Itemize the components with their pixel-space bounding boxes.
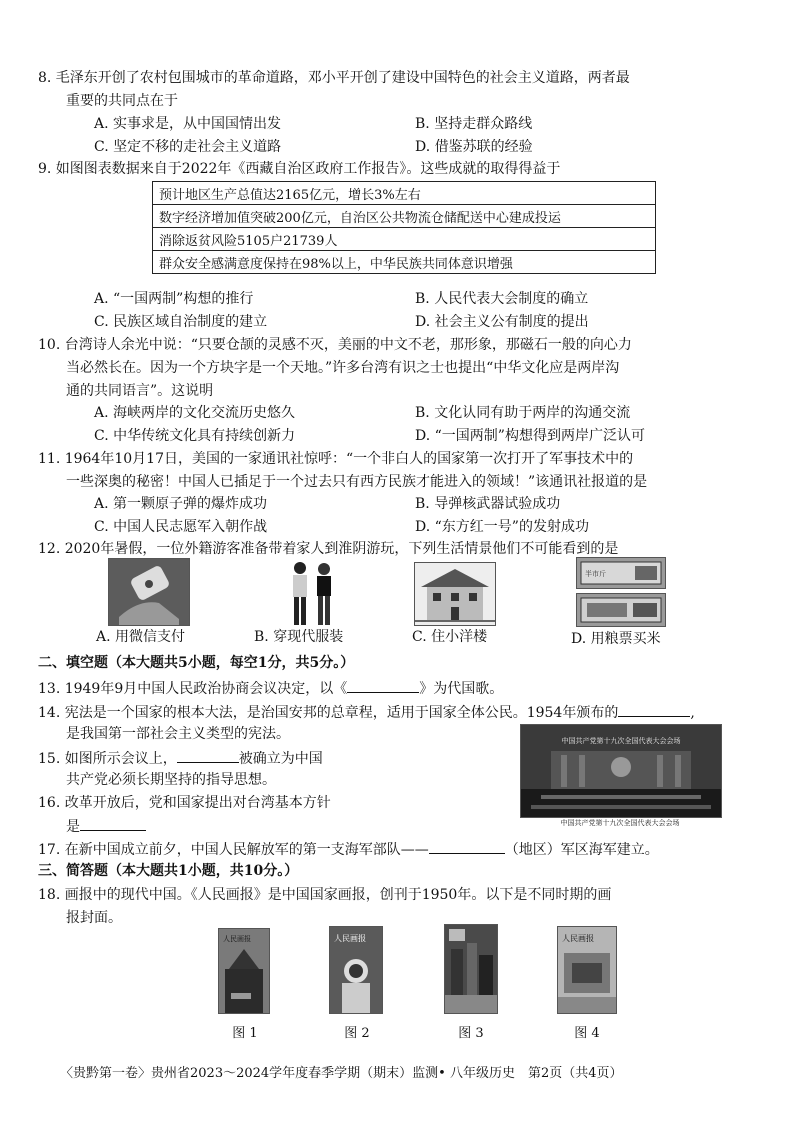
q15-text-b: 被确立为中国	[238, 751, 323, 767]
section-short-answer-title: 三、简答题（本大题共1小题，共10分。）	[38, 863, 299, 879]
q8-option-b: B. 坚持走群众路线	[415, 116, 533, 132]
q17-text-after: （地区）军区海军建立。	[504, 842, 659, 858]
magazine-cover-3	[444, 924, 498, 1014]
magazine-cover-1	[218, 928, 270, 1014]
q10-option-b: B. 文化认同有助于两岸的沟通交流	[415, 405, 631, 421]
q12-option-a: A. 用微信支付	[96, 629, 186, 645]
q12-option-d: D. 用粮票买米	[571, 631, 661, 647]
q8-stem-line1: 8. 毛泽东开创了农村包围城市的革命道路，邓小平开创了建设中国特色的社会主义道路，两者最	[38, 70, 630, 86]
villa-photo	[414, 562, 496, 626]
q12-option-c: C. 住小洋楼	[412, 629, 488, 645]
cover-masthead: 人民画报	[334, 934, 366, 943]
q14-line1: 14. 宪法是一个国家的根本大法，是治国安邦的总章程，适用于国家全体公民。1954年颁布的 ,	[38, 700, 695, 724]
q18-stem-line1: 18. 画报中的现代中国。《人民画报》是中国国家画报，创刊于1950年。以下是不同时期的画	[38, 887, 612, 903]
q11-option-a: A. 第一颗原子弹的爆炸成功	[94, 496, 268, 512]
q11-option-c: C. 中国人民志愿军入朝作战	[94, 519, 268, 535]
page-footer: 〈贵黔第一卷〉贵州省2023～2024学年度春季学期（期末）监测• 八年级历史 第2页（共4页）	[60, 1066, 623, 1081]
q10-option-a: A. 海峡两岸的文化交流历史悠久	[94, 405, 296, 421]
q17	[38, 837, 659, 861]
ration-ticket-label: 半市斤	[585, 570, 606, 578]
section-fill-in-title: 二、填空题（本大题共5小题，每空1分，共5分。）	[38, 655, 355, 671]
q14-answer-blank[interactable]	[618, 700, 690, 717]
q16-text: 是	[66, 819, 80, 835]
wechat-pay-photo	[108, 558, 190, 626]
q11-option-b: B. 导弹核武器试验成功	[415, 496, 561, 512]
q11-stem-line2: 一些深奥的秘密！中国人已插足于一个过去只有西方民族才能进入的领域！”该通讯社报道的是	[66, 474, 648, 490]
q8-option-c: C. 坚定不移的走社会主义道路	[94, 139, 282, 155]
magazine-cover-4	[557, 926, 617, 1014]
q9-data-table	[152, 181, 656, 274]
ration-ticket-photo-2	[576, 593, 666, 627]
q14-line2: 是我国第一部社会主义类型的宪法。	[66, 726, 290, 742]
q15-line2: 共产党必须长期坚持的指导思想。	[66, 772, 276, 788]
figure-caption-2: 图 2	[344, 1026, 370, 1041]
q15-answer-blank[interactable]	[177, 746, 239, 763]
q16-answer-blank[interactable]	[80, 814, 146, 831]
q8-option-d: D. 借鉴苏联的经验	[415, 139, 533, 155]
q16-line1: 16. 改革开放后，党和国家提出对台湾基本方针	[38, 795, 331, 811]
q10-option-c: C. 中华传统文化具有持续创新力	[94, 428, 296, 444]
q13-text-before: 13. 1949年9月中国人民政治协商会议决定，以《	[38, 681, 348, 697]
congress-banner-text: 中国共产党第十九次全国代表大会会场	[561, 737, 681, 745]
q16-line2	[66, 814, 146, 838]
q11-stem-line1: 11. 1964年10月17日，美国的一家通讯社惊呼：“一个非白人的国家第一次打开了军事技术中的	[38, 451, 634, 467]
q17-answer-blank[interactable]	[429, 837, 505, 854]
q8-stem-line2: 重要的共同点在于	[66, 93, 178, 109]
congress-photo-caption: 中国共产党第十九次全国代表大会会场	[560, 819, 680, 827]
q9-option-b: B. 人民代表大会制度的确立	[415, 291, 589, 307]
ration-ticket-photo-1	[576, 557, 666, 589]
q13-answer-blank[interactable]	[347, 676, 419, 693]
q15-line1	[38, 746, 323, 770]
q10-stem-line2: 当必然长在。因为一个方块字是一个天地。”许多台湾有识之士也提出“中华文化应是两岸沟	[66, 360, 620, 376]
figure-caption-1: 图 1	[232, 1026, 258, 1041]
q9-option-d: D. 社会主义公有制度的提出	[415, 314, 589, 330]
q12-stem: 12. 2020年暑假，一位外籍游客准备带着家人到淮阴游玩，下列生活情景他们不可能看到的是	[38, 541, 619, 557]
q10-option-d: D. “一国两制”构想得到两岸广泛认可	[415, 428, 645, 444]
magazine-cover-2	[329, 926, 383, 1014]
figure-caption-4: 图 4	[574, 1026, 600, 1041]
congress-hall-photo	[520, 724, 722, 818]
q14-text: 14. 宪法是一个国家的根本大法，是治国安邦的总章程，适用于国家全体公民。1954年颁布的	[38, 705, 619, 721]
q15-text-a: 15. 如图所示会议上，	[38, 751, 177, 767]
q9-table-row: 数字经济增加值突破200亿元，自治区公共物流仓储配送中心建成投运	[153, 205, 656, 228]
q13-text-after: 》为代国歌。	[419, 681, 504, 697]
q9-option-c: C. 民族区域自治制度的建立	[94, 314, 268, 330]
q13	[38, 676, 503, 700]
q9-stem: 9. 如图图表数据来自于2022年《西藏自治区政府工作报告》。这些成就的取得得益于	[38, 161, 561, 177]
q18-stem-line2: 报封面。	[66, 910, 122, 926]
q17-text-before: 17. 在新中国成立前夕，中国人民解放军的第一支海军部队——	[38, 842, 429, 858]
q9-table-row: 消除返贫风险5105户21739人	[153, 228, 656, 251]
q8-option-a: A. 实事求是，从中国国情出发	[94, 116, 282, 132]
q10-stem-line1: 10. 台湾诗人余光中说：“只要仓颉的灵感不灭，美丽的中文不老，那形象，那磁石一般的向心力	[38, 337, 632, 353]
q9-option-a: A. “一国两制”构想的推行	[94, 291, 254, 307]
cover-masthead: 人民画报	[562, 934, 594, 943]
q10-stem-line3: 通的共同语言”。这说明	[66, 383, 214, 399]
q11-option-d: D. “东方红一号”的发射成功	[415, 519, 589, 535]
modern-clothes-photo	[282, 560, 342, 626]
q12-option-b: B. 穿现代服装	[254, 629, 344, 645]
q9-table-row: 群众安全感满意度保持在98%以上，中华民族共同体意识增强	[153, 251, 656, 274]
figure-caption-3: 图 3	[458, 1026, 484, 1041]
q9-table-row: 预计地区生产总值达2165亿元，增长3%左右	[153, 182, 656, 205]
cover-masthead: 人民画报	[223, 935, 251, 943]
